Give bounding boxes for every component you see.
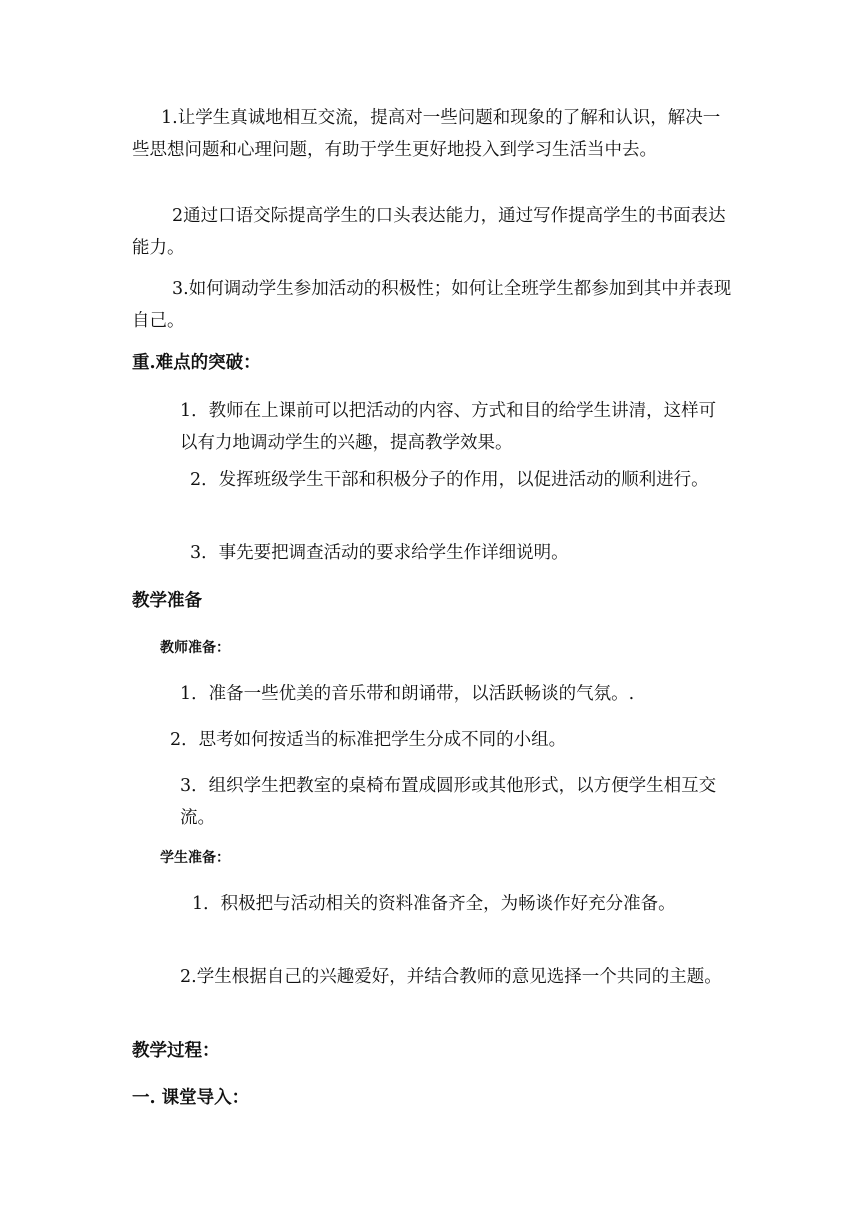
student-prep-item-2: 2.学生根据自己的兴趣爱好，并结合教师的意见选择一个共同的主题。	[180, 967, 722, 987]
preparation-heading: 教学准备	[132, 591, 202, 611]
teacher-prep-item-2: 2．思考如何按适当的标准把学生分成不同的小组。	[170, 730, 567, 750]
student-prep-heading: 学生准备：	[160, 850, 230, 866]
teacher-prep-heading: 教师准备：	[160, 640, 230, 656]
objective-item-2: 2通过口语交际提高学生的口头表达能力，通过写作提高学生的书面表达能力。	[132, 206, 726, 258]
breakthrough-item-3: 3．事先要把调查活动的要求给学生作详细说明。	[190, 543, 569, 563]
student-prep-item-1: 1．积极把与活动相关的资料准备齐全，为畅谈作好充分准备。	[192, 894, 676, 914]
teacher-prep-item-1: 1．准备一些优美的音乐带和朗诵带，以活跃畅谈的气氛。.	[180, 684, 635, 704]
breakthrough-item-1: 1．教师在上课前可以把活动的内容、方式和目的给学生讲清，这样可以有力地调动学生的兴趣，提高教学效果。	[180, 401, 717, 453]
breakthrough-item-2: 2．发挥班级学生干部和积极分子的作用，以促进活动的顺利进行。	[190, 470, 709, 490]
objective-item-3: 3.如何调动学生参加活动的积极性；如何让全班学生都参加到其中并表现自己。	[132, 279, 732, 331]
objective-item-1: 1.让学生真诚地相互交流，提高对一些问题和现象的了解和认识，解决一些思想问题和心理问题，有助于学生更好地投入到学习生活当中去。	[132, 108, 721, 160]
process-heading: 教学过程：	[132, 1041, 220, 1061]
process-section-1: 一. 课堂导入：	[132, 1088, 250, 1108]
teacher-prep-item-3: 3．组织学生把教室的桌椅布置成圆形或其他形式，以方便学生相互交流。	[180, 776, 717, 828]
breakthrough-heading: 重.难点的突破：	[132, 353, 261, 373]
